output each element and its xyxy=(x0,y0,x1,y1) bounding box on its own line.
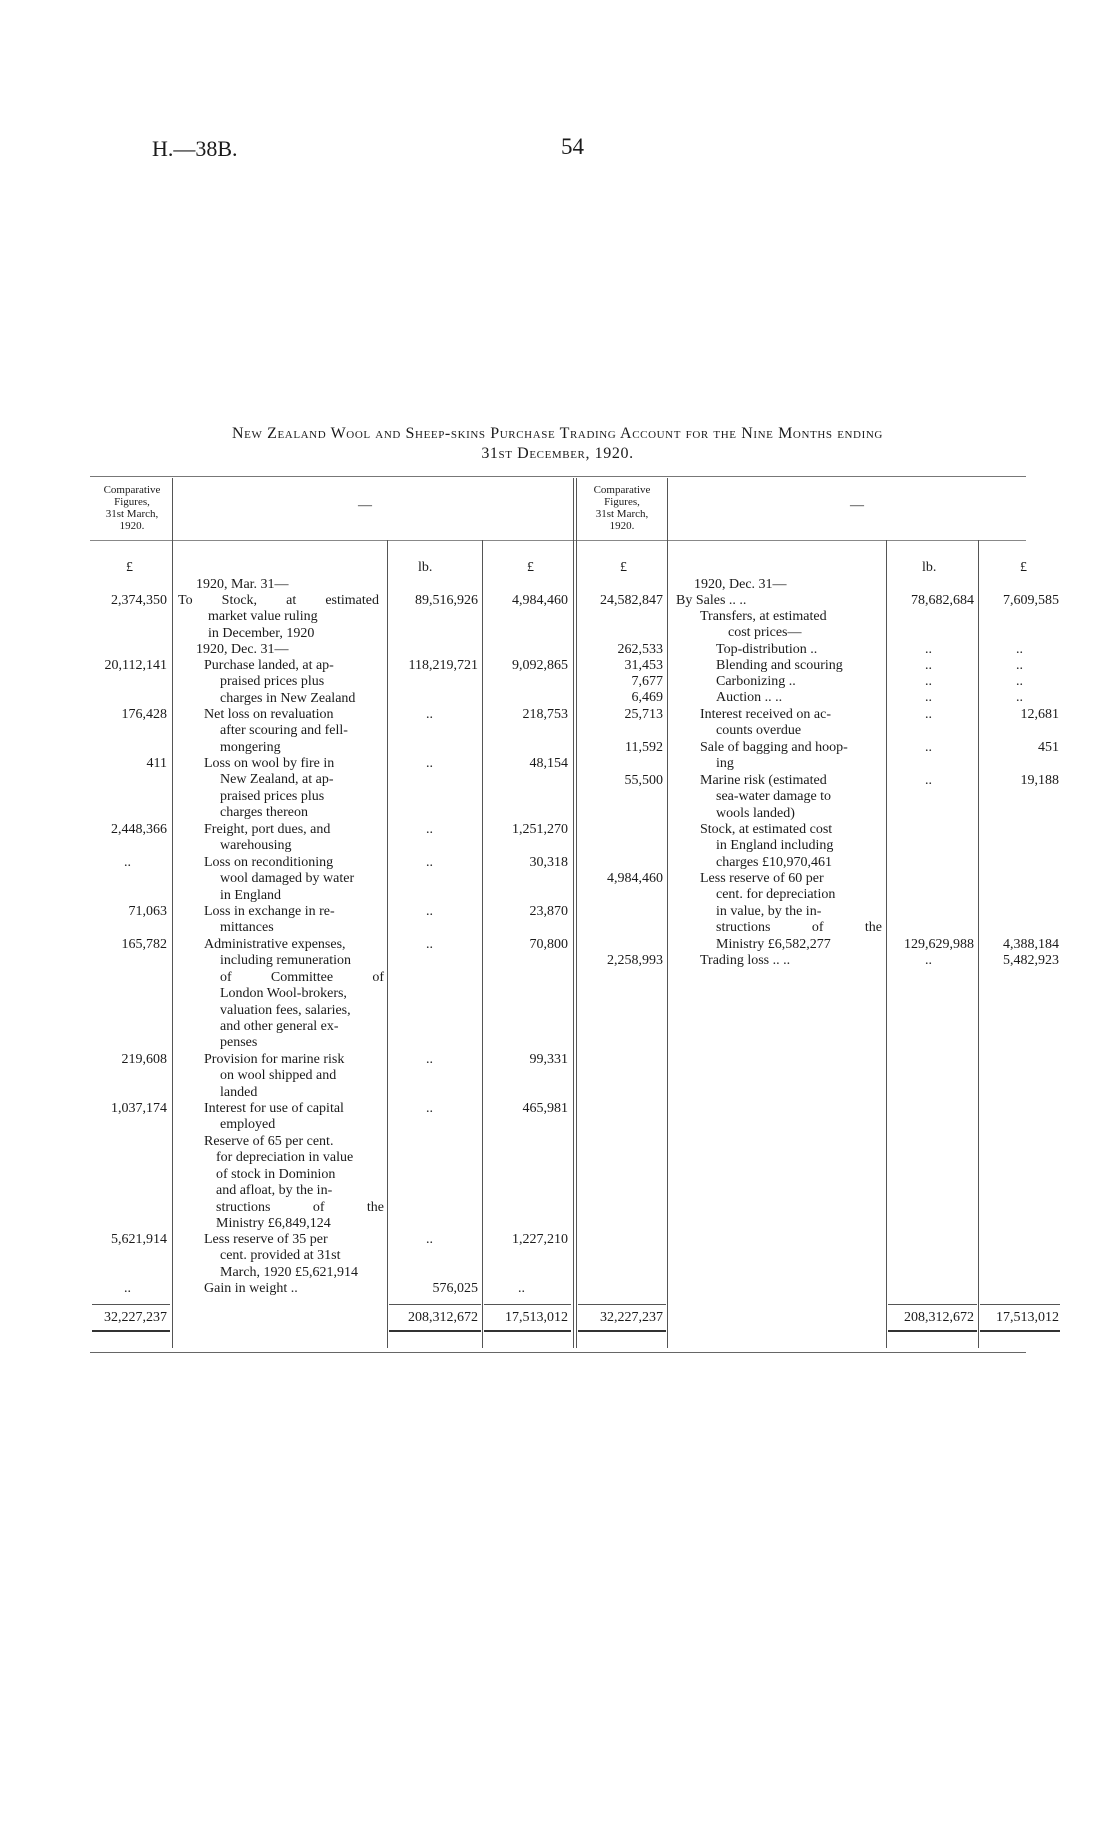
credit-lb-value: .. xyxy=(925,674,932,689)
double-total-rule xyxy=(980,1330,1060,1332)
credit-comparative-value: 7,677 xyxy=(631,674,663,689)
credit-comparative-total: 32,227,237 xyxy=(600,1310,663,1325)
credit-lb-value: .. xyxy=(925,740,932,755)
debit-comparative-value: .. xyxy=(124,855,131,870)
credit-comparative-value: 55,500 xyxy=(624,773,663,788)
account-title-line-2: 31st December, 1920. xyxy=(481,445,634,462)
debit-comparative-value: 2,374,350 xyxy=(111,593,167,608)
account-title-line-1: New Zealand Wool and Sheep-skins Purchase Trading Account for the Nine Months ending xyxy=(232,425,883,442)
column-divider-double xyxy=(573,478,574,1348)
total-rule xyxy=(888,1304,977,1305)
debit-lb-value: .. xyxy=(426,1232,433,1247)
debit-comparative-value: 20,112,141 xyxy=(104,658,167,673)
debit-item-description: Less reserve of 35 per cent. provided at 31st March, 1920 £5,621,914 xyxy=(204,1232,359,1280)
debit-amount-value: 9,092,865 xyxy=(512,658,568,673)
credit-amount-value: 4,388,184 xyxy=(1003,937,1059,952)
credit-lb-value: 129,629,988 xyxy=(904,937,974,952)
credit-amount-total: 17,513,012 xyxy=(996,1310,1059,1325)
debit-comparative-value: 411 xyxy=(146,756,167,771)
debit-item-description: Reserve of 65 per cent. for depreciation in value of stock in Dominion and afloat, by the in- structions of the Ministry £6,849,124 xyxy=(204,1134,384,1231)
debit-comparative-value: 165,782 xyxy=(121,937,167,952)
credit-item-description: Top-distribution .. xyxy=(716,642,818,657)
header-dash-right: — xyxy=(850,498,864,513)
credit-item-description: Carbonizing .. xyxy=(716,674,796,689)
credit-lb-value: .. xyxy=(925,690,932,705)
credit-amount-value: 12,681 xyxy=(1020,707,1059,722)
column-divider xyxy=(172,478,173,1348)
page-number: 54 xyxy=(561,134,584,159)
debit-comparative-value: 176,428 xyxy=(121,707,167,722)
debit-lb-value: .. xyxy=(426,937,433,952)
debit-item-description: Loss on wool by fire in New Zealand, at ap- praised prices plus charges thereon xyxy=(204,756,335,821)
debit-lb-value: .. xyxy=(426,904,433,919)
credit-amount-value: .. xyxy=(1016,690,1023,705)
debit-item-description: Interest for use of capital employed xyxy=(204,1101,344,1133)
debit-item-description: Freight, port dues, and warehousing xyxy=(204,822,331,854)
debit-lb-value: .. xyxy=(426,855,433,870)
credit-amount-value: 451 xyxy=(1038,740,1059,755)
debit-amount-value: 23,870 xyxy=(529,904,568,919)
double-total-rule xyxy=(92,1330,170,1332)
credit-amount-value: 5,482,923 xyxy=(1003,953,1059,968)
debit-lb-total: 208,312,672 xyxy=(408,1310,478,1325)
total-rule xyxy=(484,1304,571,1305)
credit-item-description: Blending and scouring xyxy=(716,658,843,673)
debit-comparative-value: 1,037,174 xyxy=(111,1101,167,1116)
debit-lb-value: .. xyxy=(426,822,433,837)
double-total-rule xyxy=(484,1330,571,1332)
credit-lb-total: 208,312,672 xyxy=(904,1310,974,1325)
credit-item-description: By Sales .. .. xyxy=(676,593,747,608)
credit-comparative-value: 25,713 xyxy=(624,707,663,722)
credit-lb-value: .. xyxy=(925,953,932,968)
unit-pound-debit: £ xyxy=(527,560,534,575)
debit-amount-value: 1,227,210 xyxy=(512,1232,568,1247)
column-divider xyxy=(667,478,668,1348)
double-total-rule xyxy=(888,1330,977,1332)
debit-item-description: Loss in exchange in re- mittances xyxy=(204,904,335,936)
debit-lb-value: 118,219,721 xyxy=(408,658,478,673)
credit-item-description: Sale of bagging and hoop- ing xyxy=(700,740,848,772)
debit-lb-value: .. xyxy=(426,707,433,722)
debit-item-description: Loss on reconditioning wool damaged by water in England xyxy=(204,855,355,903)
credit-item-description: Stock, at estimated cost in England including charges £10,970,461 xyxy=(700,822,834,870)
credit-item-description: Transfers, at estimated cost prices— xyxy=(700,609,827,641)
debit-lb-value: .. xyxy=(426,1052,433,1067)
comparative-figures-header-left: Comparative Figures, 31st March, 1920. xyxy=(103,484,161,532)
credit-amount-value: 7,609,585 xyxy=(1003,593,1059,608)
debit-lb-value: 89,516,926 xyxy=(415,593,478,608)
debit-comparative-total: 32,227,237 xyxy=(104,1310,167,1325)
header-dash-left: — xyxy=(358,498,372,513)
unit-pound-comparative-left: £ xyxy=(126,560,133,575)
table-top-rule xyxy=(90,476,1026,477)
credit-comparative-value: 2,258,993 xyxy=(607,953,663,968)
credit-amount-value: 19,188 xyxy=(1020,773,1059,788)
debit-amount-value: 4,984,460 xyxy=(512,593,568,608)
credit-lb-value: 78,682,684 xyxy=(911,593,974,608)
double-total-rule xyxy=(578,1330,666,1332)
debit-comparative-value: .. xyxy=(124,1281,131,1296)
credit-lb-value: .. xyxy=(925,707,932,722)
debit-item-description: Administrative expenses, including remuneration of Committee of London Wool-brokers, valuation fees, salaries, and other general ex- penses xyxy=(204,937,384,1051)
credit-amount-value: .. xyxy=(1016,642,1023,657)
debit-comparative-value: 71,063 xyxy=(128,904,167,919)
debit-amount-value: 70,800 xyxy=(529,937,568,952)
debit-comparative-value: 219,608 xyxy=(121,1052,167,1067)
table-bottom-rule xyxy=(90,1352,1026,1353)
credit-item-description: Less reserve of 60 per cent. for depreciation in value, by the in- structions of the Ministry £6,582,277 xyxy=(700,871,882,952)
debit-amount-total: 17,513,012 xyxy=(505,1310,568,1325)
credit-item-description: Interest received on ac- counts overdue xyxy=(700,707,831,739)
debit-amount-value: 30,318 xyxy=(529,855,568,870)
debit-amount-value: .. xyxy=(518,1281,525,1296)
credit-item-description: Marine risk (estimated sea-water damage to wools landed) xyxy=(700,773,832,821)
unit-lb-credit: lb. xyxy=(922,560,937,575)
unit-pound-credit: £ xyxy=(1020,560,1027,575)
credit-comparative-value: 24,582,847 xyxy=(600,593,663,608)
unit-lb-debit: lb. xyxy=(418,560,433,575)
credit-lb-value: .. xyxy=(925,773,932,788)
debit-comparative-value: 2,448,366 xyxy=(111,822,167,837)
debit-item-description: Purchase landed, at ap- praised prices plus charges in New Zealand xyxy=(204,658,356,706)
double-total-rule xyxy=(389,1330,481,1332)
credit-date-heading: 1920, Dec. 31— xyxy=(694,577,787,592)
debit-lb-value: .. xyxy=(426,1101,433,1116)
debit-comparative-value: 5,621,914 xyxy=(111,1232,167,1247)
credit-comparative-value: 262,533 xyxy=(617,642,663,657)
credit-comparative-value: 6,469 xyxy=(631,690,663,705)
credit-amount-value: .. xyxy=(1016,674,1023,689)
credit-comparative-value: 4,984,460 xyxy=(607,871,663,886)
credit-item-description: Auction .. .. xyxy=(716,690,783,705)
credit-lb-value: .. xyxy=(925,642,932,657)
debit-item-description: Net loss on revaluation after scouring and fell- mongering xyxy=(204,707,348,755)
credit-lb-value: .. xyxy=(925,658,932,673)
total-rule xyxy=(92,1304,170,1305)
debit-item-description: Provision for marine risk on wool shipped and landed xyxy=(204,1052,345,1100)
debit-amount-value: 48,154 xyxy=(529,756,568,771)
column-divider-double xyxy=(576,478,577,1348)
debit-item-description: To Stock, at estimated market value ruling in December, 1920 xyxy=(178,593,379,641)
credit-item-description: Trading loss .. .. xyxy=(700,953,791,968)
debit-amount-value: 465,981 xyxy=(522,1101,568,1116)
debit-amount-value: 1,251,270 xyxy=(512,822,568,837)
debit-lb-value: .. xyxy=(426,756,433,771)
document-reference: H.—38B. xyxy=(152,136,238,161)
debit-amount-value: 99,331 xyxy=(529,1052,568,1067)
debit-lb-value: 576,025 xyxy=(432,1281,478,1296)
debit-date-heading: 1920, Dec. 31— xyxy=(196,642,289,657)
credit-comparative-value: 31,453 xyxy=(624,658,663,673)
comparative-figures-header-right: Comparative Figures, 31st March, 1920. xyxy=(593,484,651,532)
total-rule xyxy=(578,1304,666,1305)
total-rule xyxy=(389,1304,481,1305)
debit-date-heading: 1920, Mar. 31— xyxy=(196,577,289,592)
unit-pound-comparative-right: £ xyxy=(620,560,627,575)
credit-amount-value: .. xyxy=(1016,658,1023,673)
total-rule xyxy=(980,1304,1060,1305)
debit-item-description: Gain in weight .. xyxy=(204,1281,298,1296)
credit-comparative-value: 11,592 xyxy=(625,740,663,755)
debit-amount-value: 218,753 xyxy=(522,707,568,722)
